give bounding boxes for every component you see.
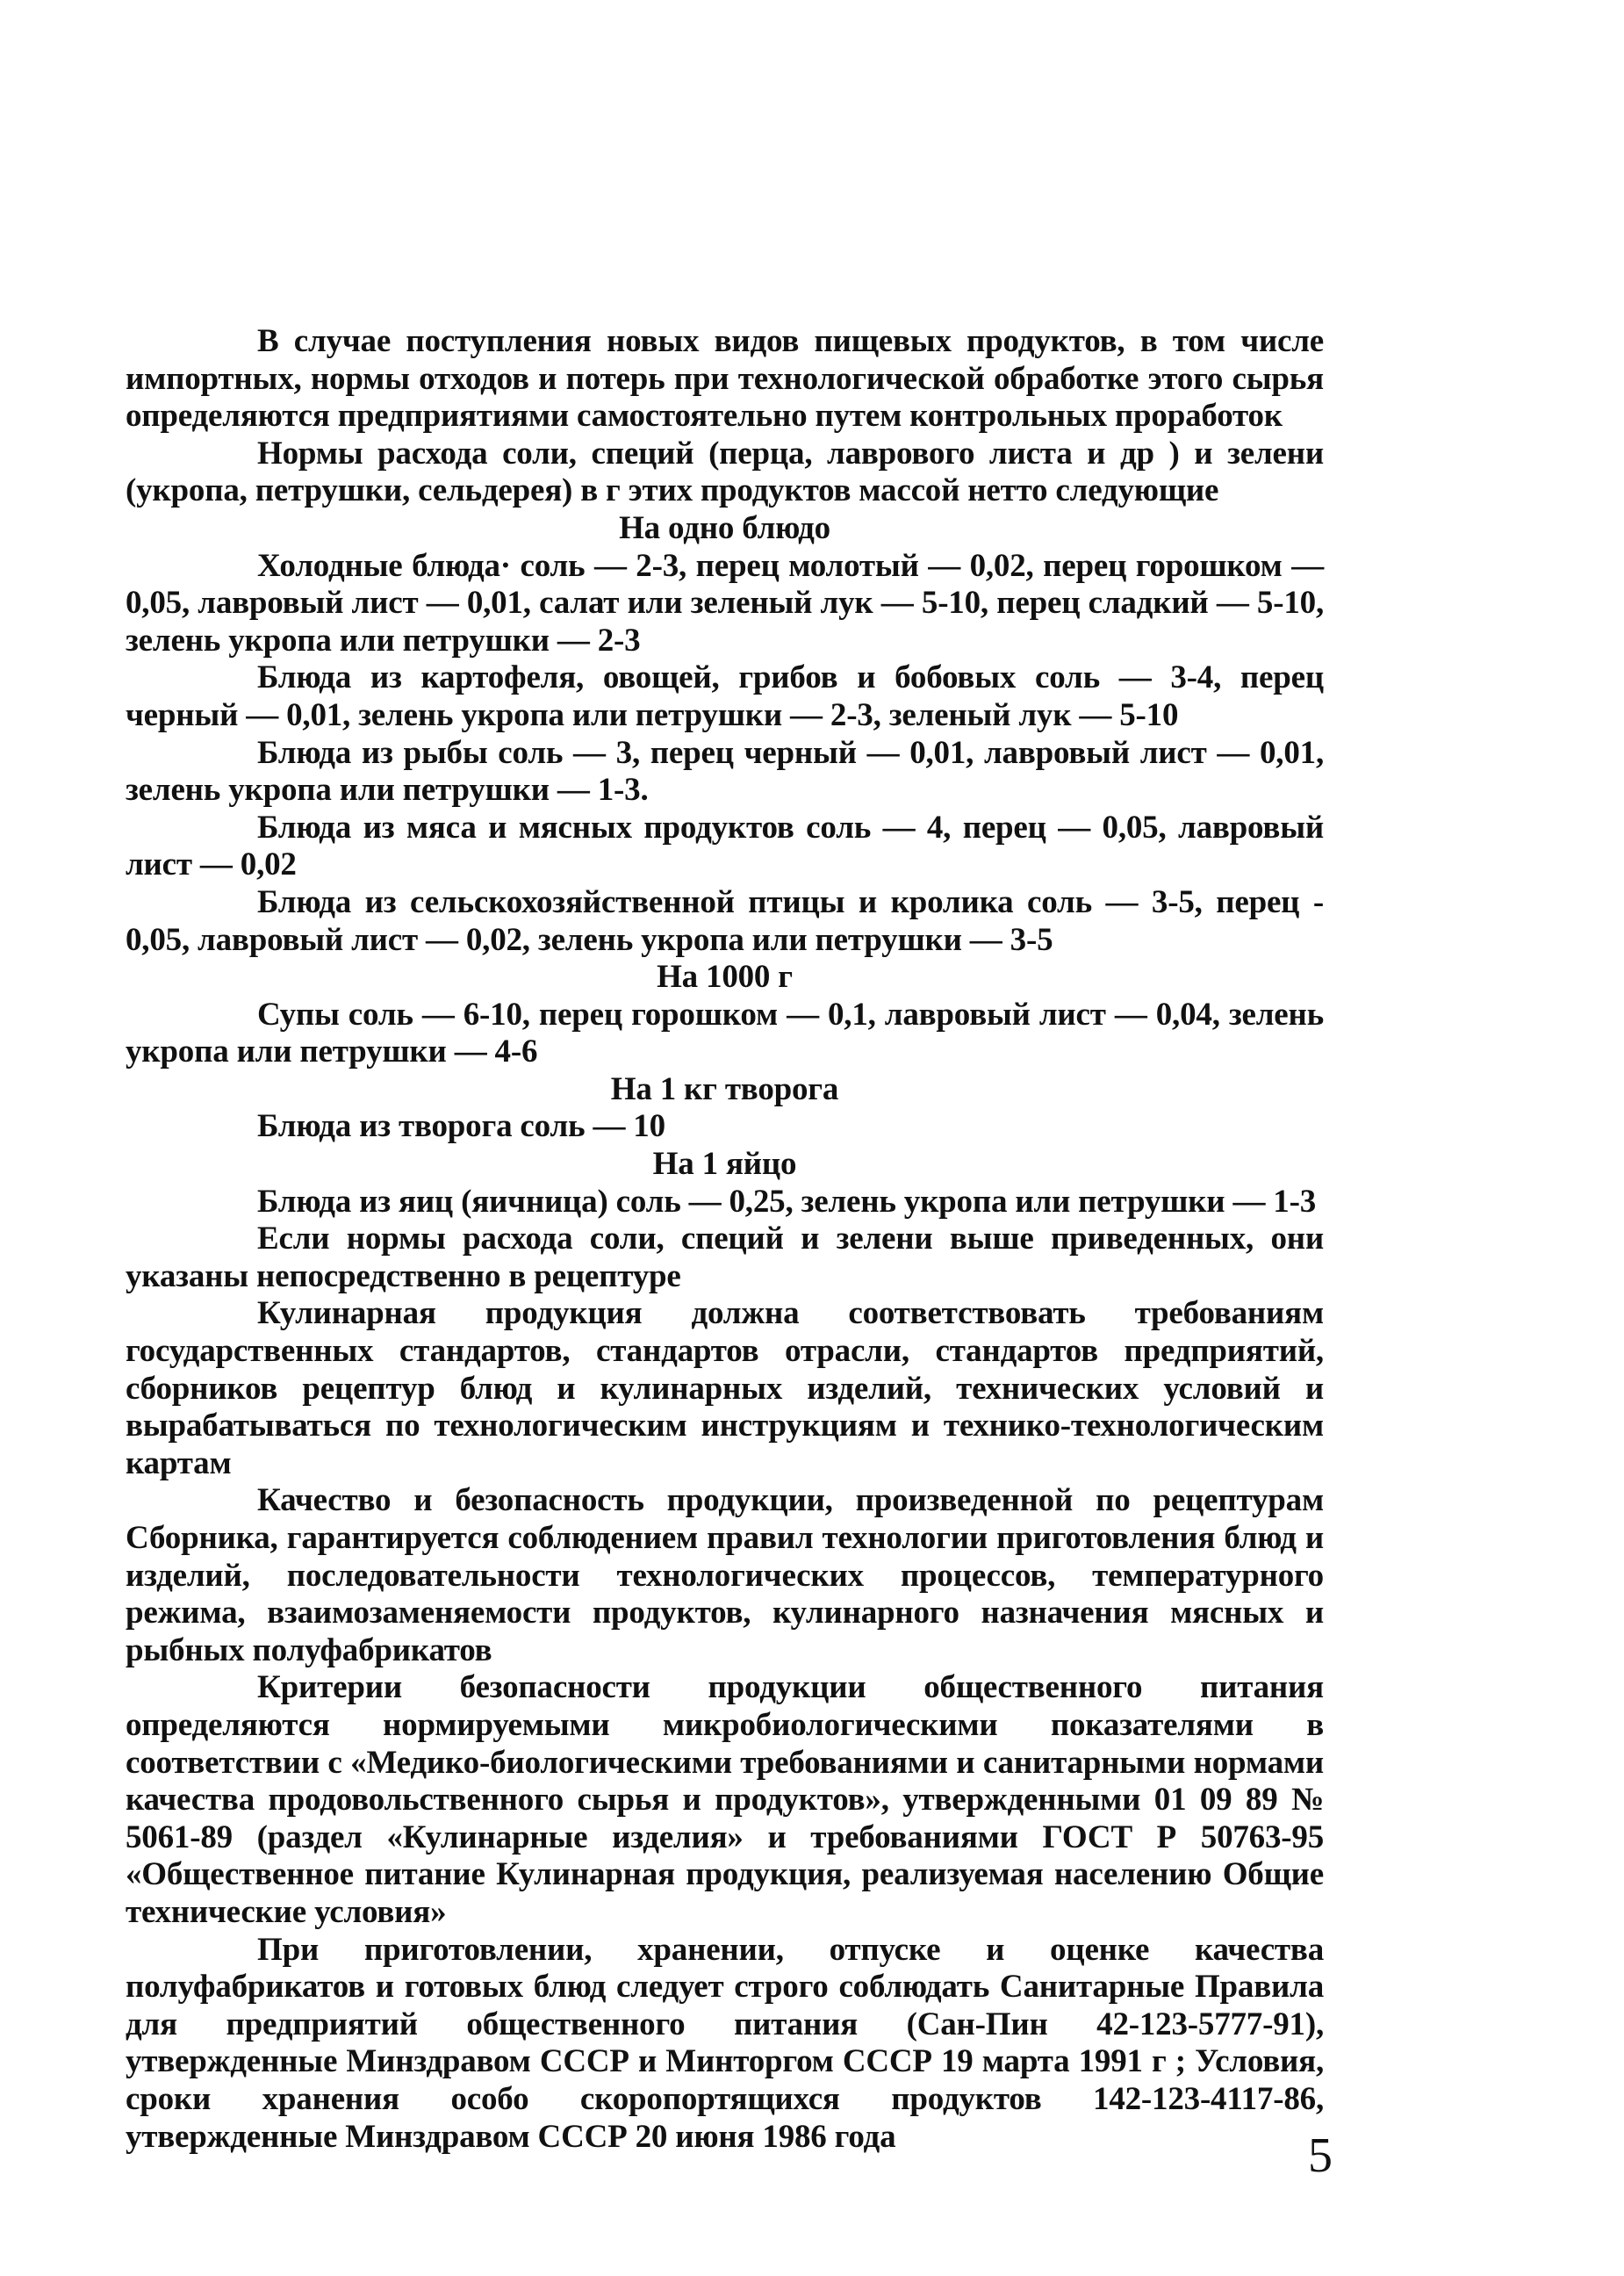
heading-egg: На 1 яйцо bbox=[652, 1146, 797, 1183]
paragraph-higher-norms: Если нормы расхода соли, специй и зелени выше приведенных, они указаны непосредственно в рецептуре bbox=[126, 1221, 1324, 1294]
heading-cottage-cheese: На 1 кг творога bbox=[610, 1070, 839, 1107]
paragraph-vegetable-dishes: Блюда из картофеля, овощей, грибов и бобовых соль — 3-4, перец черный — 0,01, зелень укропа или петрушки — 2-3, зеленый лук — 5-10 bbox=[126, 659, 1324, 733]
page-number: 5 bbox=[1308, 2128, 1333, 2183]
paragraph-soups: Супы соль — 6-10, перец горошком — 0,1, лавровый лист — 0,04, зелень укропа или петрушки — 4-6 bbox=[126, 996, 1324, 1070]
paragraph-spice-norms-intro: Нормы расхода соли, специй (перца, лаврового листа и др ) и зелени (укропа, петрушки, сельдерея) в г этих продуктов массой нетто следующие bbox=[126, 435, 1324, 509]
paragraph-cold-dishes: Холодные блюда· соль — 2-3, перец молотый — 0,02, перец горошком — 0,05, лавровый лист — 0,01, салат или зеленый лук — 5-10, перец сладкий — 5-10, зелень укропа или петрушки — 2-3 bbox=[126, 547, 1324, 659]
paragraph-fish-dishes: Блюда из рыбы соль — 3, перец черный — 0,01, лавровый лист — 0,01, зелень укропа или петрушки — 1-3. bbox=[126, 734, 1324, 809]
paragraph-safety-criteria: Критерии безопасности продукции общественного питания определяются нормируемыми микробиологическими показателями в соответствии с «Медико-биологическими требованиями и санитарными нормами качества продовольственного сырья и продуктов», утвержденными 01 09 89 № 5061-89 (раздел «Кулинарные изделия» и требованиями ГОСТ Р 50763-95 «Общественное питание Кулинарная продукция, реализуемая населению Общие технические условия» bbox=[126, 1669, 1324, 1930]
paragraph-meat-dishes: Блюда из мяса и мясных продуктов соль — 4, перец — 0,05, лавровый лист — 0,02 bbox=[126, 809, 1324, 883]
body-text bbox=[126, 323, 1324, 2156]
paragraph-sanitary-rules: При приготовлении, хранении, отпуске и оценке качества полуфабрикатов и готовых блюд следует строго соблюдать Санитарные Правила для предприятий общественного питания (Сан-Пин 42-123-5777-91), утвержденные Минздравом СССР и Минторгом СССР 19 марта 1991 г ; Условия, сроки хранения особо скоропортящихся продуктов 142-123-4117-86, утвержденные Минздравом СССР 20 июня 1986 года bbox=[126, 1931, 1324, 2155]
paragraph-cottage-cheese-dishes: Блюда из творога соль — 10 bbox=[257, 1108, 665, 1145]
heading-one-dish: На одно блюдо bbox=[619, 509, 830, 546]
paragraph-egg-dishes: Блюда из яиц (яичница) соль — 0,25, зелень укропа или петрушки — 1-3 bbox=[257, 1183, 1317, 1220]
paragraph-poultry-dishes: Блюда из сельскохозяйственной птицы и кролика соль — 3-5, перец - 0,05, лавровый лист — 0,02, зелень укропа или петрушки — 3-5 bbox=[126, 883, 1324, 958]
paragraph-standards: Кулинарная продукция должна соответствовать требованиям государственных стандартов, стандартов отрасли, стандартов предприятий, сборников рецептур блюд и кулинарных изделий, технических условий и вырабатываться по технологическим инструкциям и технико-технологическим картам bbox=[126, 1295, 1324, 1481]
paragraph-new-products: В случае поступления новых видов пищевых продуктов, в том числе импортных, нормы отходов и потерь при технологической обработке этого сырья определяются предприятиями самостоятельно путем контрольных проработок bbox=[126, 323, 1324, 435]
paragraph-quality-safety: Качество и безопасность продукции, произведенной по рецептурам Сборника, гарантируется соблюдением правил технологии приготовления блюд и изделий, последовательности технологических процессов, температурного режима, взаимозаменяемости продуктов, кулинарного назначения мясных и рыбных полуфабрикатов bbox=[126, 1482, 1324, 1668]
heading-1000g: На 1000 г bbox=[657, 959, 793, 996]
